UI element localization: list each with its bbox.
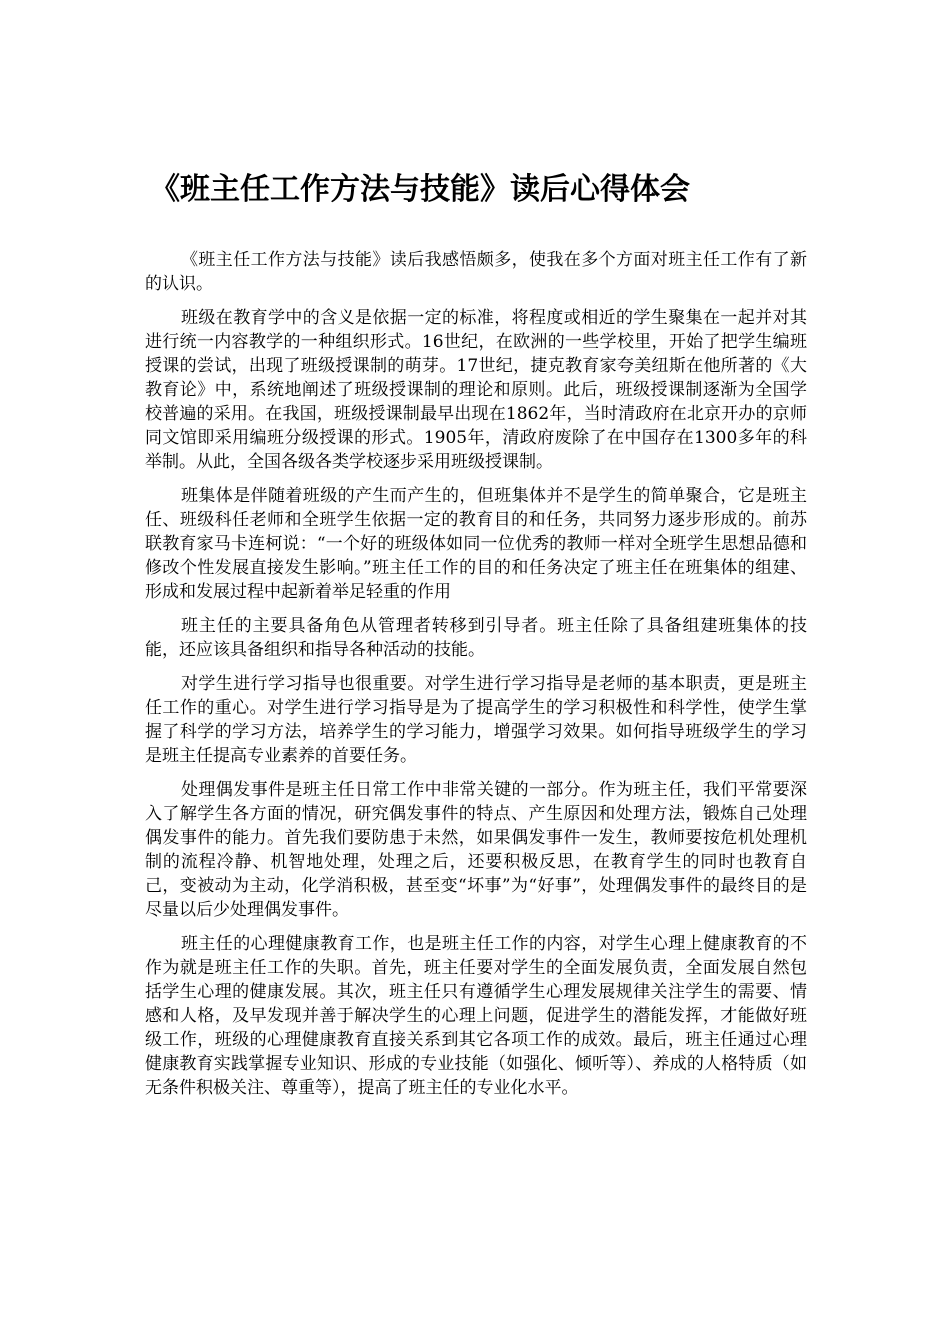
document-title: 《班主任工作方法与技能》读后心得体会 [150,172,690,207]
paragraph-incident-handling: 处理偶发事件是班主任日常工作中非常关键的一部分。作为班主任，我们平常要深入了解学生各方面的情况，研究偶发事件的特点、产生原因和处理方法，锻炼自己处理偶发事件的能力。首先我们要防患于未然，如果偶发事件一发生，教师要按危机处理机制的流程冷静、机智地处理，处理之后，还要积极反思，在教育学生的同时也教育自己，变被动为主动，化学消积极，甚至变“坏事”为“好事”，处理偶发事件的最终目的是尽量以后少处理偶发事件。 [145,780,807,920]
paragraph-mental-health: 班主任的心理健康教育工作，也是班主任工作的内容，对学生心理上健康教育的不作为就是班主任工作的失职。首先，班主任要对学生的全面发展负责，全面发展自然包括学生心理的健康发展。其次，班主任只有遵循学生心理发展规律关注学生的需要、情感和人格，及早发现并善于解决学生的心理上问题，促进学生的潜能发挥，才能做好班级工作，班级的心理健康教育直接关系到其它各项工作的成效。最后，班主任通过心理健康教育实践掌握专业知识、形成的专业技能（如强化、倾听等）、养成的人格特质（如无条件积极关注、尊重等），提高了班主任的专业化水平。 [145,934,807,1098]
paragraph-study-guidance: 对学生进行学习指导也很重要。对学生进行学习指导是老师的基本职责，更是班主任工作的重心。对学生进行学习指导是为了提高学生的学习积极性和科学性，使学生掌握了科学的学习方法，培养学生的学习能力，增强学习效果。如何指导班级学生的学习是班主任提高专业素养的首要任务。 [145,674,807,766]
document-body [145,248,807,1110]
paragraph-class-history: 班级在教育学中的含义是依据一定的标准，将程度或相近的学生聚集在一起并对其进行统一内容教学的一种组织形式。16世纪，在欧洲的一些学校里，开始了把学生编班授课的尝试，出现了班级授课制的萌芽。17世纪，捷克教育家夸美纽斯在他所著的《大教育论》中，系统地阐述了班级授课制的理论和原则。此后，班级授课制逐渐为全国学校普遍的采用。在我国，班级授课制最早出现在1862年，当时清政府在北京开办的京师同文馆即采用编班分级授课的形式。1905年，清政府废除了在中国存在1300多年的科举制。从此，全国各级各类学校逐步采用班级授课制。 [145,308,807,472]
paragraph-intro: 《班主任工作方法与技能》读后我感悟颇多，使我在多个方面对班主任工作有了新的认识。 [145,250,807,294]
paragraph-teacher-role: 班主任的主要具备角色从管理者转移到引导者。班主任除了具备组建班集体的技能，还应该具备组织和指导各种活动的技能。 [145,616,807,660]
paragraph-class-collective: 班集体是伴随着班级的产生而产生的，但班集体并不是学生的简单聚合，它是班主任、班级科任老师和全班学生依据一定的教育目的和任务，共同努力逐步形成的。前苏联教育家马卡连柯说：“一个好的班级体如同一位优秀的教师一样对全班学生思想品德和修改个性发展直接发生影响。”班主任工作的目的和任务决定了班主任在班集体的组建、形成和发展过程中起新着举足轻重的作用 [145,486,807,602]
